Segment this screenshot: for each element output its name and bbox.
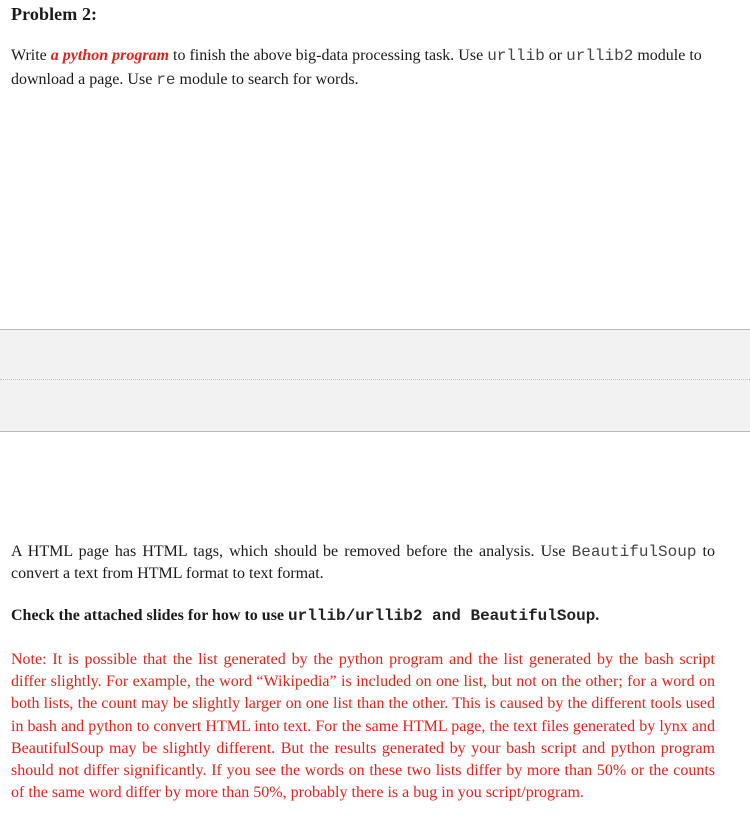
code-re: re [156,71,176,89]
note-paragraph: Note: It is possible that the list generated by the python program and the list generated by the bash script differ slightly. For example, the word “Wikipedia” is included on one list, but not on the other; for a word on both lists, the count may be slightly larger on one list than the other. This is caused by the different tools used in bash and python to convert HTML into text. For the same HTML page, the text files generated by lynx and BeautifulSoup may be slightly different. But the results generated by your bash script and python program should not differ significantly. If you see the words on these two lists differ by more than 50% or the counts of the same word differ by more than 50%, probably there is a bug in you script/program. [11,651,715,802]
slides-reference [11,605,733,627]
code-urllib: urllib [487,47,545,65]
page-break-band [0,329,750,432]
slides-text-and: and [422,607,471,625]
instruction-text-5: module to search for words. [175,71,359,88]
code-beautifulsoup: BeautifulSoup [571,543,697,561]
code-beautifulsoup-bold: BeautifulSoup [470,607,596,625]
instruction-text-1: Write [11,47,51,64]
problem-title: Problem 2: [11,4,98,24]
html-tags-text-2: to convert a text from HTML format to text format. [11,543,715,582]
instruction-paragraph [11,44,733,92]
instruction-text-3: or [544,47,567,64]
instruction-text-2: to finish the above big-data processing task. Use [169,47,488,64]
html-tags-text-1: A HTML page has HTML tags, which should be removed before the analysis. Use [11,543,572,560]
slides-text-1: Check the attached slides for how to use [11,607,289,624]
code-urllib-urllib2: urllib/urllib2 [288,607,423,625]
instruction-text-4: module to download a page. Use [11,47,702,88]
code-urllib2: urllib2 [566,47,634,65]
dotted-divider [0,379,750,380]
slides-text-end: . [595,607,600,624]
emphasis-python-program: a python program [50,47,170,64]
html-tags-paragraph [11,541,715,585]
